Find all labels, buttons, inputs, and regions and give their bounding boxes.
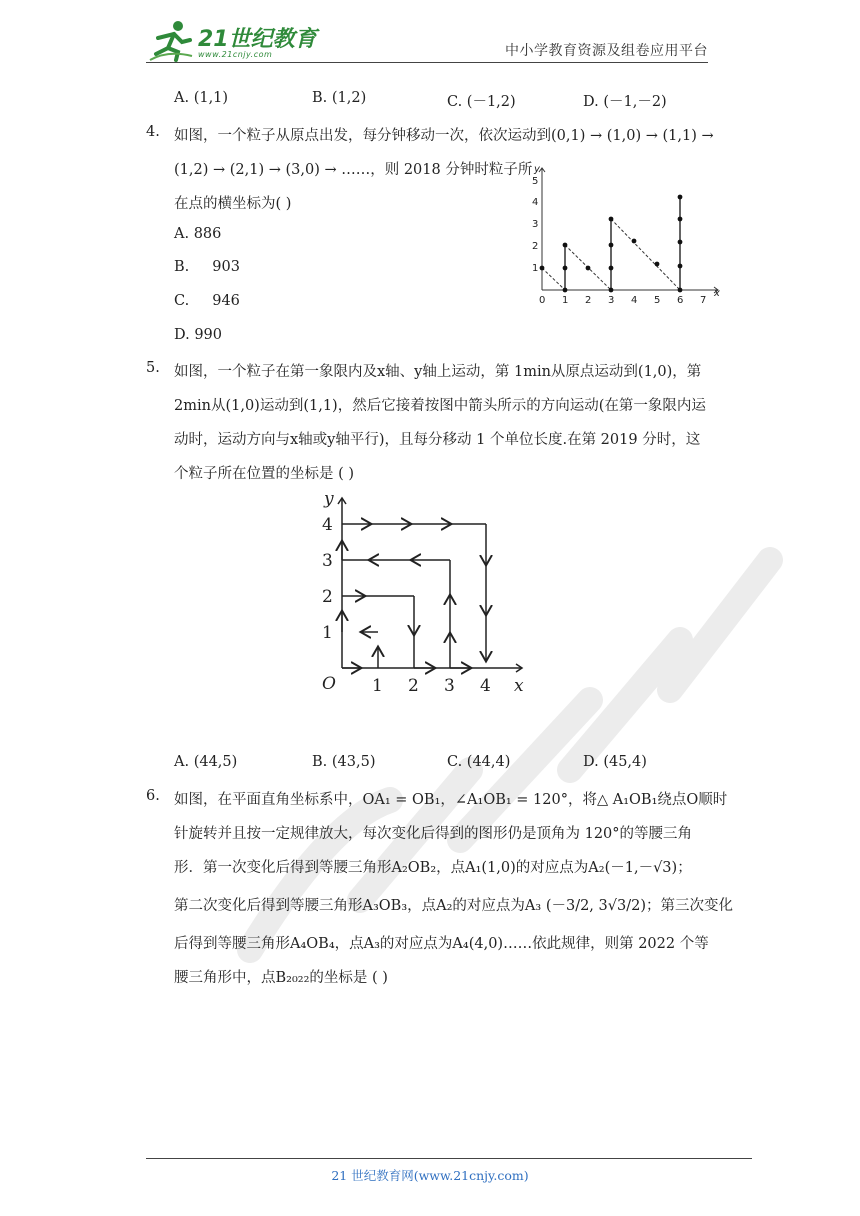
- runner-logo-icon: [148, 20, 194, 62]
- q5-origin-label: O: [322, 674, 336, 694]
- q4-text-line1: 如图，一个粒子从原点出发，每分钟移动一次，依次运动到(0,1) → (1,0) → (1,1) →: [174, 128, 714, 144]
- platform-title: 中小学教育资源及组卷应用平台: [505, 43, 708, 59]
- q4-option-c[interactable]: C. 946: [174, 293, 240, 309]
- q3-option-a[interactable]: A. (1,1): [174, 90, 229, 106]
- q4-x-tick: 4: [631, 295, 638, 306]
- q4-x-label: x: [714, 288, 720, 299]
- q3-option-b[interactable]: B. (1,2): [312, 90, 367, 106]
- q5-option-c[interactable]: C. (44,4): [447, 754, 511, 770]
- q4-y-label: y: [534, 164, 540, 175]
- q4-text-line2: (1,2) → (2,1) → (3,0) → ……，则 2018 分钟时粒子所: [174, 162, 533, 178]
- q5-text-line2: 2min从(1,0)运动到(1,1)，然后它接着按图中箭头所示的方向运动(在第一象限内运: [174, 398, 706, 414]
- q5-option-b[interactable]: B. (43,5): [312, 754, 376, 770]
- footer-link[interactable]: 21 世纪教育网(www.21cnjy.com): [331, 1168, 529, 1183]
- q6-text-line2: 针旋转并且按一定规律放大，每次变化后得到的图形仍是顶角为 120°的等腰三角: [174, 826, 693, 842]
- q4-x-tick: 6: [677, 295, 684, 306]
- q3-option-d[interactable]: D. (－1,－2): [583, 94, 667, 110]
- q4-y-tick: 3: [532, 219, 539, 230]
- q4-x-tick: 1: [562, 295, 569, 306]
- q4-x-tick: 5: [654, 295, 661, 306]
- logo: [148, 20, 318, 65]
- q5-y-tick: 1: [322, 623, 333, 643]
- logo-url: www.21cnjy.com: [198, 50, 273, 59]
- footer-divider: [146, 1158, 752, 1159]
- q4-option-b[interactable]: B. 903: [174, 259, 240, 275]
- q4-x-tick: 2: [585, 295, 592, 306]
- q5-y-label: y: [324, 489, 334, 509]
- q5-option-a[interactable]: A. (44,5): [174, 754, 238, 770]
- q4-y-tick: 2: [532, 241, 539, 252]
- q6-number: 6.: [146, 788, 160, 804]
- q5-text-line4: 个粒子所在位置的坐标是 ( ): [174, 466, 355, 482]
- q5-option-d[interactable]: D. (45,4): [583, 754, 647, 770]
- q4-figure: [528, 160, 728, 310]
- q5-figure: [300, 484, 544, 710]
- q4-x-tick: 3: [608, 295, 615, 306]
- q4-option-d[interactable]: D. 990: [174, 327, 223, 343]
- q4-x-tick: 7: [700, 295, 707, 306]
- q5-x-tick: 2: [408, 676, 419, 696]
- q5-x-tick: 3: [444, 676, 455, 696]
- q5-y-tick: 4: [322, 515, 333, 535]
- q6-text-line1: 如图，在平面直角坐标系中，OA₁ = OB₁，∠A₁OB₁ = 120°，将△ A₁OB₁绕点O顺时: [174, 792, 728, 808]
- q5-y-tick: 3: [322, 551, 333, 571]
- q5-text-line1: 如图，一个粒子在第一象限内及x轴、y轴上运动，第 1min从原点运动到(1,0)，第: [174, 364, 702, 380]
- header-divider: [146, 62, 708, 63]
- q4-number: 4.: [146, 124, 160, 140]
- q4-y-tick: 1: [532, 263, 539, 274]
- q6-text-line5: 后得到等腰三角形A₄OB₄，点A₃的对应点为A₄(4,0)……依此规律，则第 2022 个等: [174, 936, 709, 952]
- q5-x-tick: 4: [480, 676, 491, 696]
- q5-text-line3: 动时，运动方向与x轴或y轴平行)，且每分移动 1 个单位长度.在第 2019 分时，这: [174, 432, 701, 448]
- logo-text: 21世纪教育: [198, 27, 317, 52]
- q3-option-c[interactable]: C. (－1,2): [447, 94, 516, 110]
- q5-x-tick: 1: [372, 676, 383, 696]
- q4-y-tick: 4: [532, 197, 539, 208]
- q4-x-tick: 0: [539, 295, 546, 306]
- q5-number: 5.: [146, 360, 160, 376]
- q6-text-line3: 形．第一次变化后得到等腰三角形A₂OB₂，点A₁(1,0)的对应点为A₂(－1,－√3)；: [174, 860, 692, 876]
- q6-text-line4: 第二次变化后得到等腰三角形A₃OB₃，点A₂的对应点为A₃ (－3/2, 3√3/2)；第三次变化: [174, 898, 733, 914]
- q5-x-label: x: [514, 676, 524, 696]
- q4-text-line3: 在点的横坐标为( ): [174, 196, 292, 212]
- q6-text-line6: 腰三角形中，点B₂₀₂₂的坐标是 ( ): [174, 970, 388, 986]
- q4-y-tick: 5: [532, 176, 539, 187]
- q4-option-a[interactable]: A. 886: [174, 226, 222, 242]
- q5-y-tick: 2: [322, 587, 333, 607]
